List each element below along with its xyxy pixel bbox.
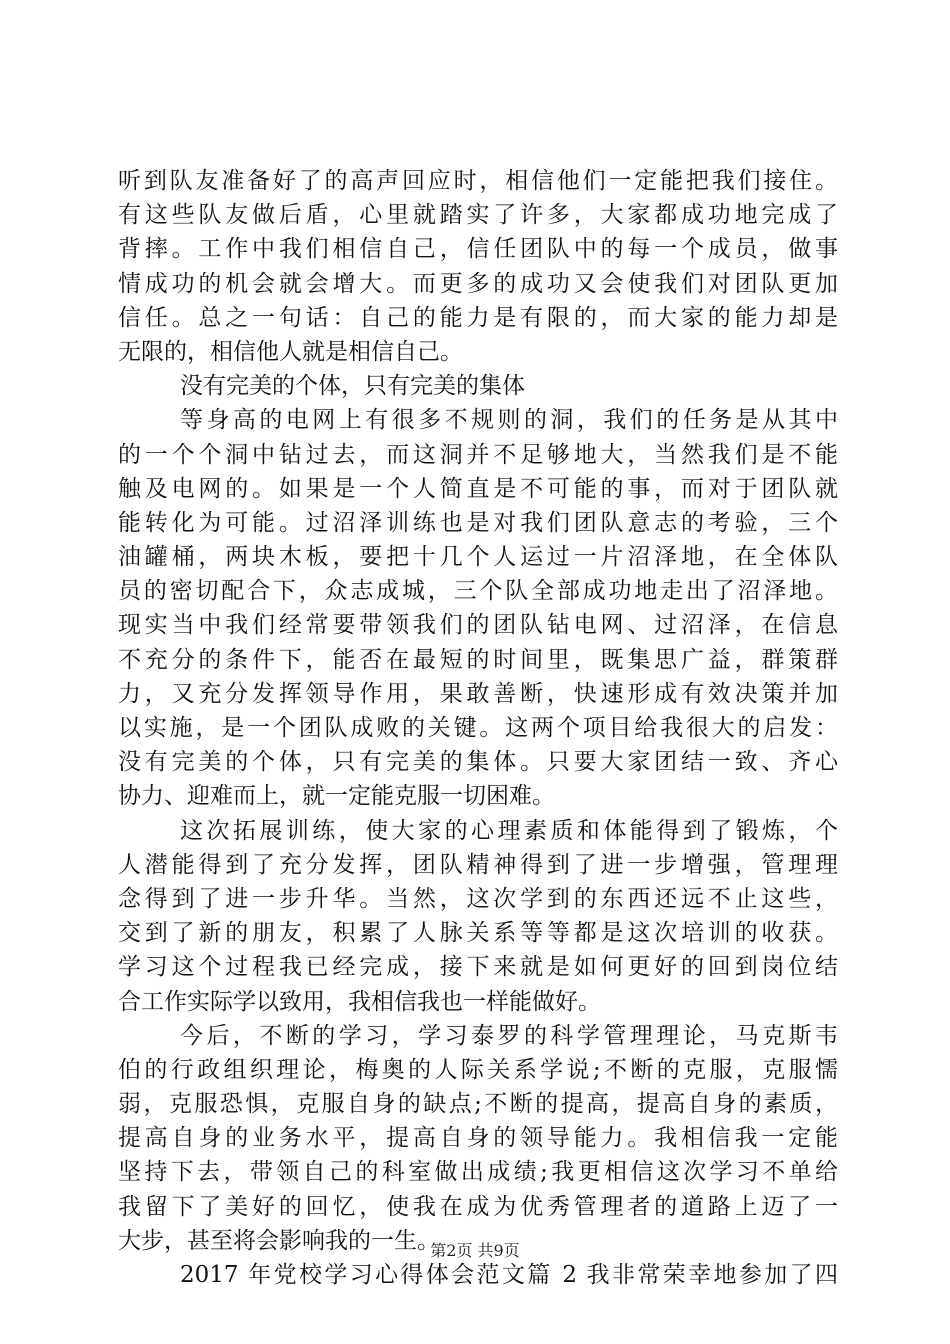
text-line: 坚持下去，带领自己的科室做出成绩;我更相信这次学习不单给 xyxy=(118,1159,838,1186)
text-line: 人潜能得到了充分发挥，团队精神得到了进一步增强，管理理 xyxy=(118,851,838,878)
text-line: 我留下了美好的回忆，使我在成为优秀管理者的道路上迈了一 xyxy=(118,1193,838,1220)
text-line: 力，又充分发挥领导作用，果敢善断，快速形成有效决策并加 xyxy=(118,680,838,707)
text-line: 信任。总之一句话：自己的能力是有限的，而大家的能力却是 xyxy=(118,304,838,331)
text-line: 2017 年党校学习心得体会范文篇 2 我非常荣幸地参加了四 xyxy=(180,1262,838,1288)
page-footer: 第2页 共9页 xyxy=(430,1241,520,1260)
text-line: 合工作实际学以致用，我相信我也一样能做好。 xyxy=(118,988,601,1015)
text-line: 触及电网的。如果是一个人简直是不可能的事，而对于团队就 xyxy=(118,475,838,502)
text-line: 的一个个洞中钻过去，而这洞并不足够地大，当然我们是不能 xyxy=(118,441,838,468)
text-line: 员的密切配合下，众志成城，三个队全部成功地走出了沼泽地。 xyxy=(118,578,838,605)
text-line: 学习这个过程我已经完成，接下来就是如何更好的回到岗位结 xyxy=(118,954,838,981)
text-line: 念得到了进一步升华。当然，这次学到的东西还远不止这些， xyxy=(118,885,838,912)
text-line: 没有完美的个体，只有完美的集体 xyxy=(180,373,525,400)
text-line: 无限的，相信他人就是相信自己。 xyxy=(118,338,463,365)
text-line: 背摔。工作中我们相信自己，信任团队中的每一个成员，做事 xyxy=(118,236,838,263)
text-line: 交到了新的朋友，积累了人脉关系等等都是这次培训的收获。 xyxy=(118,920,838,947)
text-line: 今后，不断的学习，学习泰罗的科学管理理论，马克斯韦 xyxy=(180,1022,838,1049)
body-text xyxy=(118,164,838,1292)
text-line: 听到队友准备好了的高声回应时，相信他们一定能把我们接住。 xyxy=(118,168,838,194)
text-line: 这次拓展训练，使大家的心理素质和体能得到了锻炼，个 xyxy=(180,817,838,844)
text-line: 情成功的机会就会增大。而更多的成功又会使我们对团队更加 xyxy=(118,270,838,297)
text-line: 提高自身的业务水平，提高自身的领导能力。我相信我一定能 xyxy=(118,1125,838,1152)
text-line: 有这些队友做后盾，心里就踏实了许多，大家都成功地完成了 xyxy=(118,202,838,229)
text-line: 以实施，是一个团队成败的关键。这两个项目给我很大的启发： xyxy=(118,715,838,741)
text-line: 现实当中我们经常要带领我们的团队钻电网、过沼泽，在信息 xyxy=(118,612,838,639)
text-line: 没有完美的个体，只有完美的集体。只要大家团结一致、齐心 xyxy=(118,749,838,776)
text-line: 大步，甚至将会影响我的一生。 xyxy=(118,1227,440,1254)
text-line: 协力、迎难而上，就一定能克服一切困难。 xyxy=(118,783,555,810)
text-line: 不充分的条件下，能否在最短的时间里，既集思广益，群策群 xyxy=(118,646,838,673)
text-line: 伯的行政组织理论，梅奥的人际关系学说;不断的克服，克服懦 xyxy=(118,1056,838,1083)
text-line: 弱，克服恐惧，克服自身的缺点;不断的提高，提高自身的素质， xyxy=(118,1091,838,1118)
text-line: 能转化为可能。过沼泽训练也是对我们团队意志的考验，三个 xyxy=(118,509,838,536)
text-line: 油罐桶，两块木板，要把十几个人运过一片沼泽地，在全体队 xyxy=(118,544,838,571)
text-line: 等身高的电网上有很多不规则的洞，我们的任务是从其中 xyxy=(180,407,838,434)
